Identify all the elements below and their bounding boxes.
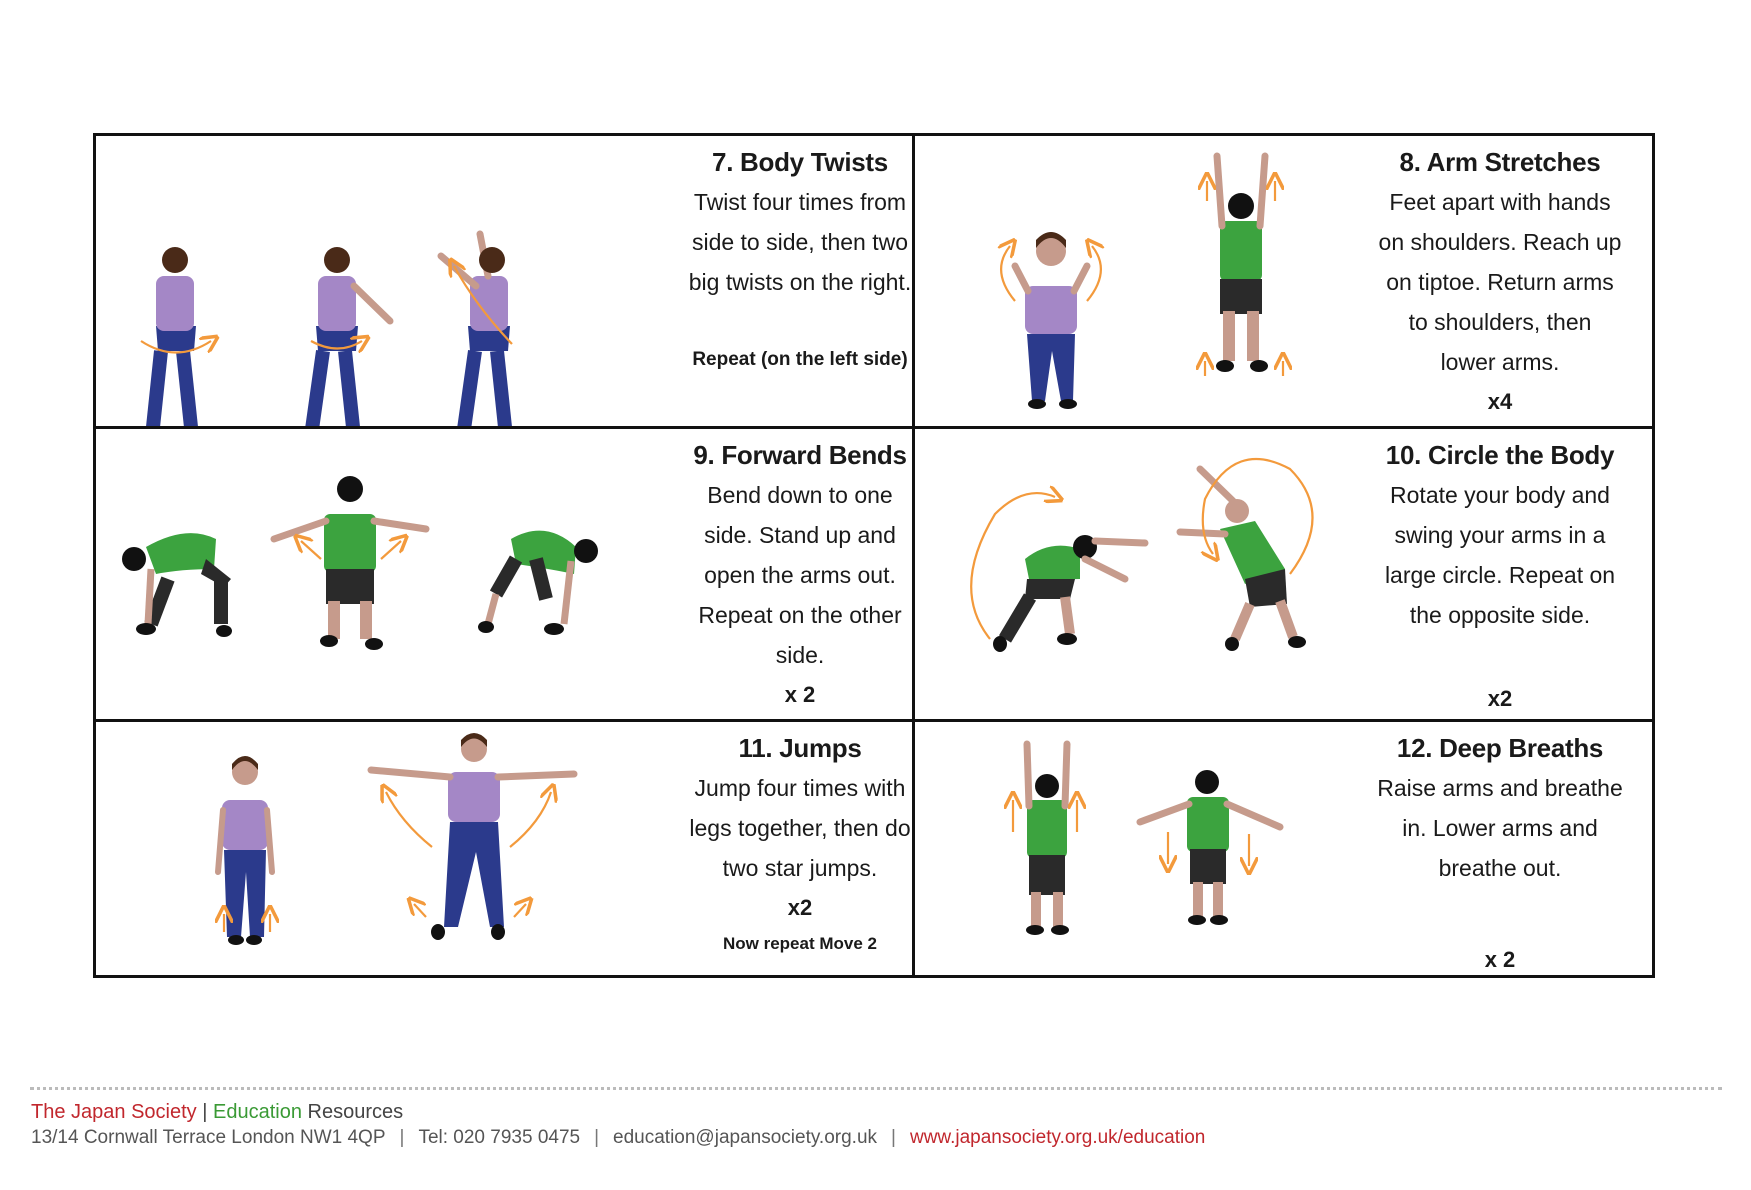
instruction-line: side to side, then two — [691, 229, 909, 255]
repeat-note: Now repeat Move 2 — [723, 934, 877, 953]
jump-figure-2 — [371, 733, 574, 940]
footer-contact — [31, 1127, 1205, 1149]
instruction-line: side. — [775, 642, 825, 668]
breath-figure-2 — [1140, 770, 1280, 925]
reps-count: x4 — [1487, 389, 1513, 414]
body-twists-text — [686, 142, 912, 378]
exercise-card-grid — [93, 133, 1655, 978]
email-link[interactable]: education@japansociety.org.uk — [613, 1127, 878, 1148]
deep-breaths-text — [1355, 728, 1645, 978]
arm-stretch-figure-1 — [1001, 232, 1101, 409]
instruction-line: two star jumps. — [722, 855, 878, 881]
instruction-line: Repeat on the other — [698, 602, 902, 628]
card-title: 7. Body Twists — [712, 147, 888, 177]
card-title: 12. Deep Breaths — [1396, 733, 1604, 763]
card-jumps — [96, 722, 912, 978]
forward-bends-text — [686, 435, 912, 715]
forward-bends-illustration — [96, 429, 696, 719]
reps-count: x2 — [787, 895, 813, 920]
instruction-line: to shoulders, then — [1408, 309, 1592, 335]
forward-bend-figure-2 — [274, 476, 426, 650]
instruction-line: on shoulders. Reach up — [1378, 229, 1622, 255]
arm-stretches-illustration — [915, 136, 1355, 426]
separator: | — [399, 1127, 405, 1148]
instruction-line: breathe out. — [1438, 855, 1562, 881]
twist-figure-2 — [293, 247, 390, 426]
card-title: 11. Jumps — [738, 733, 862, 763]
forward-bend-figure-1 — [122, 533, 232, 637]
card-circle-the-body — [915, 429, 1655, 719]
card-body-twists — [96, 136, 912, 426]
instruction-line: Feet apart with hands — [1389, 189, 1611, 215]
org-name: The Japan Society — [31, 1101, 197, 1123]
separator: | — [891, 1127, 896, 1148]
deep-breaths-illustration — [915, 722, 1355, 978]
website-link[interactable]: www.japansociety.org.uk/education — [909, 1127, 1206, 1148]
instruction-line: Rotate your body and — [1390, 482, 1610, 508]
instruction-line: Raise arms and breathe — [1377, 775, 1623, 801]
card-title: 9. Forward Bends — [693, 440, 907, 470]
instruction-line: swing your arms in a — [1394, 522, 1606, 548]
reps-count: x2 — [1487, 686, 1513, 711]
instruction-line: the opposite side. — [1409, 602, 1591, 628]
reps-count: x 2 — [784, 682, 816, 707]
instruction-line: lower arms. — [1440, 349, 1560, 375]
jump-figure-1 — [218, 756, 272, 945]
instruction-line: large circle. Repeat on — [1384, 562, 1616, 588]
twist-figure-3 — [441, 234, 526, 426]
circle-body-illustration — [915, 429, 1355, 719]
forward-bend-figure-3 — [478, 531, 598, 635]
card-deep-breaths — [915, 722, 1655, 978]
circle-figure-1 — [971, 493, 1145, 652]
instruction-line: in. Lower arms and — [1402, 815, 1598, 841]
instruction-line: big twists on the right. — [688, 269, 912, 295]
card-title: 10. Circle the Body — [1385, 440, 1615, 470]
card-arm-stretches — [915, 136, 1655, 426]
card-title: 8. Arm Stretches — [1399, 147, 1601, 177]
circle-figure-2 — [1180, 459, 1313, 651]
body-twists-illustration — [96, 136, 696, 426]
jumps-illustration — [96, 722, 696, 978]
footer-brand — [31, 1101, 403, 1124]
education-label: Education — [212, 1101, 302, 1123]
instruction-line: legs together, then do — [689, 815, 911, 841]
resources-label: Resources — [307, 1101, 404, 1123]
separator: | — [594, 1127, 600, 1148]
brand-divider: | — [202, 1101, 208, 1123]
footer-divider — [30, 1087, 1722, 1090]
instruction-line: Bend down to one — [707, 482, 893, 508]
twist-figure-1 — [135, 247, 214, 426]
arm-stretches-text — [1355, 142, 1645, 422]
breath-figure-1 — [1013, 744, 1077, 935]
instruction-line: open the arms out. — [704, 562, 896, 588]
reps-count: x 2 — [1484, 947, 1516, 972]
telephone: Tel: 020 7935 0475 — [418, 1127, 581, 1148]
card-forward-bends — [96, 429, 912, 719]
address: 13/14 Cornwall Terrace London NW1 4QP — [31, 1127, 386, 1148]
instruction-line: side. Stand up and — [704, 522, 896, 548]
instruction-line: Twist four times from — [693, 189, 907, 215]
repeat-note: Repeat (on the left side) — [692, 349, 908, 370]
circle-body-text — [1355, 435, 1645, 719]
instruction-line: Jump four times with — [694, 775, 906, 801]
instruction-line: on tiptoe. Return arms — [1386, 269, 1614, 295]
arm-stretch-figure-2 — [1205, 156, 1283, 376]
jumps-text — [686, 728, 912, 960]
